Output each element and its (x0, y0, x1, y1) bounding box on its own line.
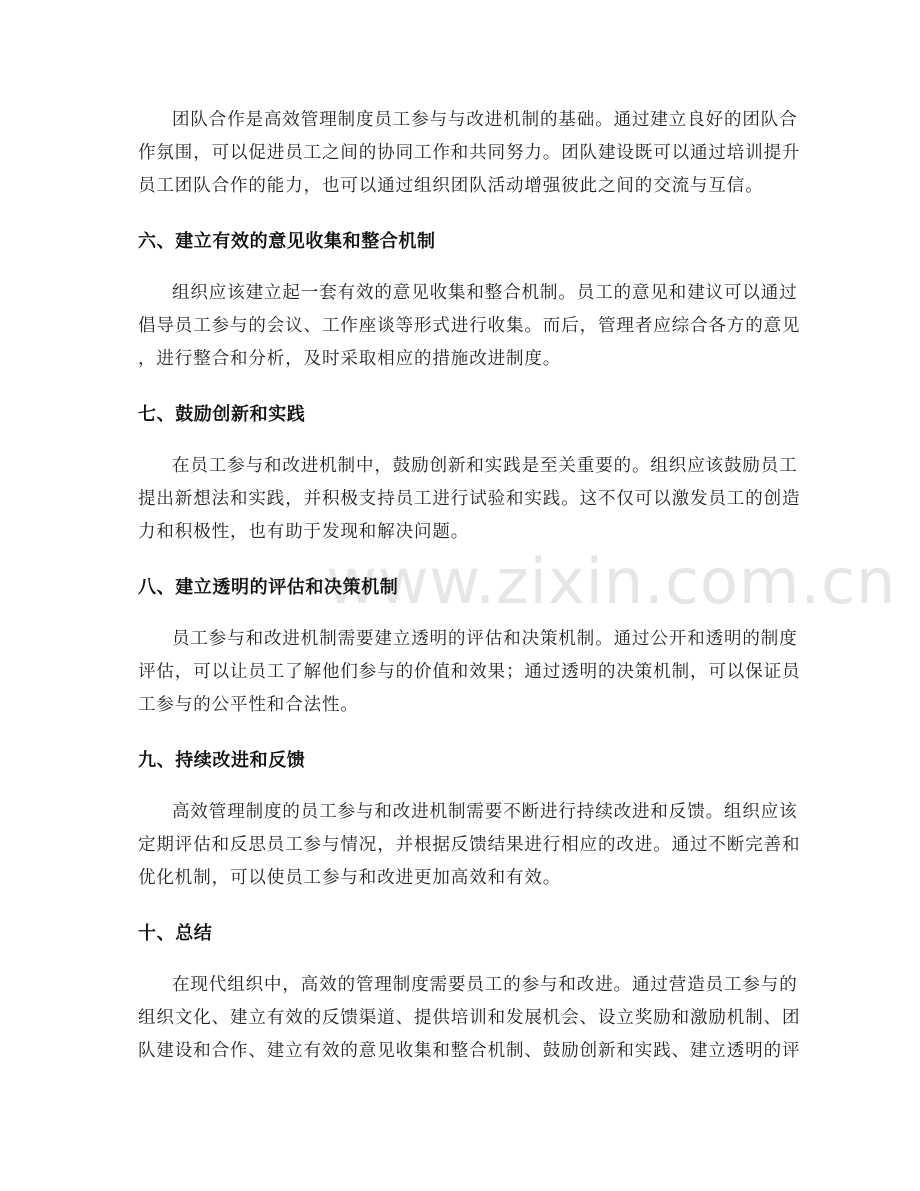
paragraph-line: 组织应该建立起一套有效的意见收集和整合机制。员工的意见和建议可以通过 (172, 283, 798, 303)
paragraph-line: 力和积极性，也有助于发现和解决问题。 (138, 522, 470, 542)
section-heading-8: 八、建立透明的评估和决策机制 (138, 577, 399, 598)
paragraph-line: 优化机制，可以使员工参与和改进更加高效和有效。 (138, 868, 562, 888)
section-heading-10: 十、总结 (138, 923, 213, 944)
paragraph-line: 工参与的公平性和合法性。 (138, 695, 359, 715)
paragraph-line: 评估，可以让员工了解他们参与的价值和效果；通过透明的决策机制，可以保证员 (138, 662, 801, 682)
paragraph-line: 员工参与和改进机制需要建立透明的评估和决策机制。通过公开和透明的制度 (172, 629, 798, 649)
section-paragraph-7 (138, 450, 801, 549)
section-heading-7: 七、鼓励创新和实践 (138, 404, 306, 425)
section-paragraph-10 (138, 969, 801, 1068)
section-heading-9: 九、持续改进和反馈 (138, 750, 306, 771)
paragraph-line: 队建设和合作、建立有效的意见收集和整合机制、鼓励创新和实践、建立透明的评 (138, 1041, 801, 1061)
paragraph-line: 定期评估和反思员工参与情况，并根据反馈结果进行相应的改进。通过不断完善和 (138, 835, 801, 855)
section-paragraph-8 (138, 623, 801, 722)
paragraph-line: 在现代组织中，高效的管理制度需要员工的参与和改进。通过营造员工参与的 (172, 975, 798, 995)
paragraph-line: 团队合作是高效管理制度员工参与与改进机制的基础。通过建立良好的团队合 (172, 110, 798, 130)
paragraph-line: 组织文化、建立有效的反馈渠道、提供培训和发展机会、设立奖励和激励机制、团 (138, 1008, 801, 1028)
section-heading-6: 六、建立有效的意见收集和整合机制 (138, 231, 436, 252)
paragraph-line: 倡导员工参与的会议、工作座谈等形式进行收集。而后，管理者应综合各方的意见 (138, 316, 801, 336)
intro-paragraph (138, 104, 801, 203)
paragraph-line: 在员工参与和改进机制中，鼓励创新和实践是至关重要的。组织应该鼓励员工 (172, 456, 798, 476)
paragraph-line: 高效管理制度的员工参与和改进机制需要不断进行持续改进和反馈。组织应该 (172, 802, 798, 822)
watermark: www.zixin.com.cn (326, 545, 897, 618)
section-paragraph-9 (138, 796, 801, 895)
paragraph-line: ，进行整合和分析，及时采取相应的措施改进制度。 (138, 349, 562, 369)
paragraph-line: 员工团队合作的能力，也可以通过组织团队活动增强彼此之间的交流与互信。 (138, 176, 764, 196)
section-paragraph-6 (138, 277, 801, 376)
paragraph-line: 提出新想法和实践，并积极支持员工进行试验和实践。这不仅可以激发员工的创造 (138, 489, 801, 509)
paragraph-line: 作氛围，可以促进员工之间的协同工作和共同努力。团队建设既可以通过培训提升 (138, 143, 801, 163)
